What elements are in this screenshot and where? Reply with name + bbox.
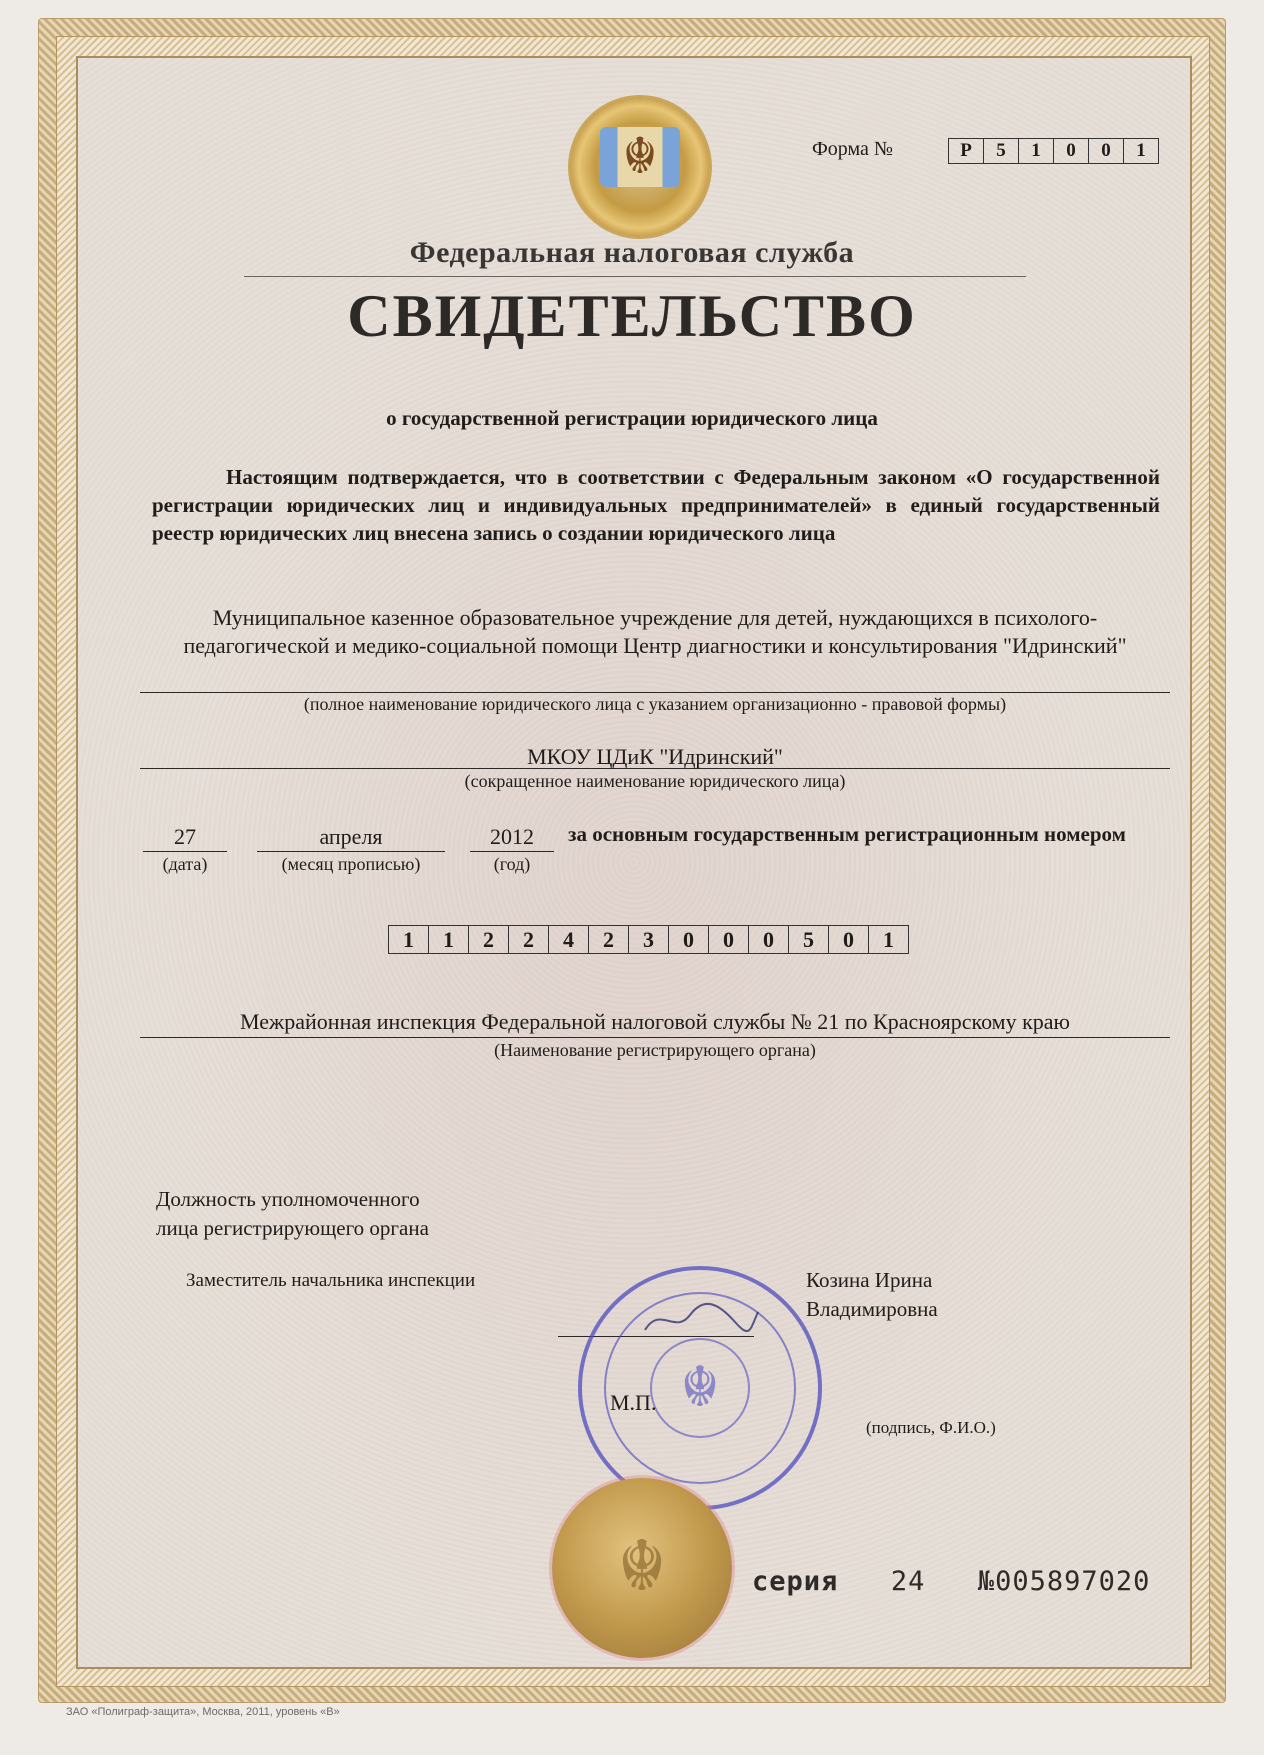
position-label bbox=[156, 1185, 429, 1243]
registering-body: Межрайонная инспекция Федеральной налоговой службы № 21 по Красноярскому краю bbox=[240, 1009, 1070, 1034]
series-number bbox=[752, 1566, 1150, 1597]
position-label-line2: лица регистрирующего органа bbox=[156, 1216, 429, 1240]
registering-body-underline bbox=[140, 1037, 1170, 1038]
form-digit: 0 bbox=[1089, 139, 1124, 163]
full-name-underline bbox=[140, 692, 1170, 693]
registering-body-caption: (Наименование регистрирующего органа) bbox=[494, 1040, 816, 1060]
ogrn-box bbox=[388, 925, 909, 954]
ogrn-digit: 2 bbox=[509, 926, 549, 953]
reg-year: 2012 bbox=[490, 824, 534, 849]
position-label-line1: Должность уполномоченного bbox=[156, 1187, 420, 1211]
ogrn-digit: 0 bbox=[829, 926, 869, 953]
reg-year-underline bbox=[470, 851, 554, 852]
reg-day: 27 bbox=[174, 824, 196, 849]
ogrn-digit: 5 bbox=[789, 926, 829, 953]
ogrn-digit: 0 bbox=[709, 926, 749, 953]
reg-month: апреля bbox=[319, 824, 383, 849]
double-headed-eagle-icon: ☬ bbox=[622, 128, 658, 184]
reg-month-underline bbox=[257, 851, 445, 852]
form-digit: 5 bbox=[984, 139, 1019, 163]
ogrn-digit: 1 bbox=[389, 926, 429, 953]
divider bbox=[244, 276, 1026, 277]
document-subtitle: о государственной регистрации юридического лица bbox=[386, 406, 878, 430]
official-position: Заместитель начальника инспекции bbox=[186, 1270, 476, 1291]
ogrn-digit: 2 bbox=[469, 926, 509, 953]
short-name-caption: (сокращенное наименование юридического лица) bbox=[464, 771, 846, 791]
form-digit: 1 bbox=[1019, 139, 1054, 163]
series-label: серия bbox=[752, 1566, 839, 1597]
ogrn-digit: 1 bbox=[429, 926, 469, 953]
agency-name: Федеральная налоговая служба bbox=[409, 236, 855, 269]
short-name: МКОУ ЦДиК "Идринский" bbox=[527, 744, 783, 769]
seal-eagle-icon: ☬ bbox=[617, 1529, 667, 1606]
reg-day-underline bbox=[143, 851, 227, 852]
reg-day-caption: (дата) bbox=[162, 854, 208, 874]
ogrn-digit: 0 bbox=[669, 926, 709, 953]
ogrn-digit: 4 bbox=[549, 926, 589, 953]
ogrn-digit: 0 bbox=[749, 926, 789, 953]
stamp-eagle-icon: ☬ bbox=[650, 1338, 750, 1438]
ogrn-digit: 2 bbox=[589, 926, 629, 953]
reg-month-caption: (месяц прописью) bbox=[281, 854, 421, 874]
full-name-caption: (полное наименование юридического лица с указанием организационно - правовой формы) bbox=[303, 694, 1007, 714]
form-number-box bbox=[948, 138, 1159, 164]
number-sign: № bbox=[977, 1566, 996, 1597]
reg-year-caption: (год) bbox=[493, 854, 531, 874]
signature-scribble bbox=[640, 1300, 760, 1340]
short-name-underline bbox=[140, 768, 1170, 769]
statement-paragraph: Настоящим подтверждается, что в соответствии с Федеральным законом «О государственной регистрации юридических лиц и индивидуальных предпринимателей» в единый государственный реестр юридических лиц внесена запись о создании юридического лица bbox=[152, 465, 1160, 545]
full-legal-name: Муниципальное казенное образовательное учреждение для детей, нуждающихся в психолого-педагогической и медико-социальной помощи Центр диагностики и консультирования "Идринский" bbox=[183, 605, 1127, 658]
stamp-place-label: М.П. bbox=[610, 1390, 657, 1415]
official-name-line1: Козина Ирина bbox=[806, 1268, 933, 1292]
ogrn-digit: 1 bbox=[883, 927, 894, 952]
official-name-line2: Владимировна bbox=[806, 1297, 938, 1321]
series-value: 24 bbox=[890, 1566, 926, 1597]
printer-note: ЗАО «Полиграф-защита», Москва, 2011, уровень «В» bbox=[66, 1706, 340, 1718]
document-title: СВИДЕТЕЛЬСТВО bbox=[347, 283, 917, 349]
form-digit: Р bbox=[949, 139, 984, 163]
form-digit: 0 bbox=[1054, 139, 1089, 163]
ogrn-digit: 3 bbox=[629, 926, 669, 953]
registration-number-label: за основным государственным регистрационным номером bbox=[568, 822, 1126, 846]
blank-number: 005897020 bbox=[995, 1566, 1151, 1597]
signature-caption: (подпись, Ф.И.О.) bbox=[866, 1418, 996, 1437]
form-number-label: Форма № bbox=[812, 138, 893, 160]
form-digit: 1 bbox=[1136, 140, 1146, 161]
official-name bbox=[806, 1266, 938, 1324]
